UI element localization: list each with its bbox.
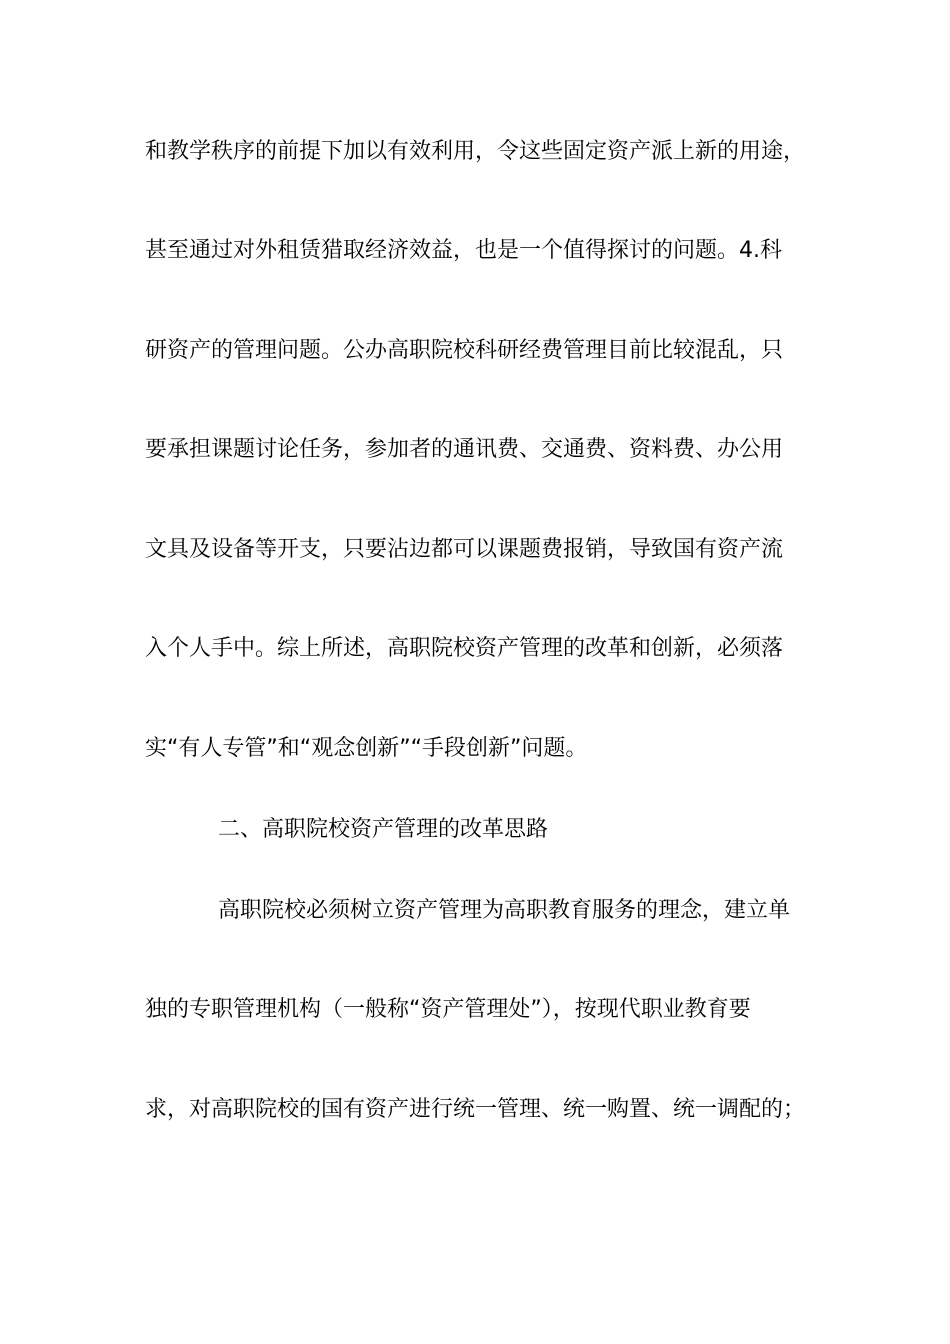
text-line: 要承担课题讨论任务，参加者的通讯费、交通费、资料费、办公用 xyxy=(145,437,784,462)
text-line: 独的专职管理机构（一般称“资产管理处”），按现代职业教育要 xyxy=(145,997,751,1022)
text-line: 求，对高职院校的国有资产进行统一管理、统一购置、统一调配的； xyxy=(145,1097,806,1122)
text-line: 高职院校必须树立资产管理为高职教育服务的理念，建立单 xyxy=(218,898,791,923)
text-line: 甚至通过对外租赁猎取经济效益，也是一个值得探讨的问题。4.科 xyxy=(145,238,782,263)
text-line: 入个人手中。综上所述，高职院校资产管理的改革和创新，必须落 xyxy=(145,636,784,661)
text-line: 研资产的管理问题。公办高职院校科研经费管理目前比较混乱，只 xyxy=(145,338,784,363)
text-line: 和教学秩序的前提下加以有效利用，令这些固定资产派上新的用途， xyxy=(145,139,806,164)
text-line: 文具及设备等开支，只要沾边都可以课题费报销，导致国有资产流 xyxy=(145,537,784,562)
section-heading: 二、高职院校资产管理的改革思路 xyxy=(218,817,549,842)
text-line: 实“有人专管”和“观念创新”“手段创新”问题。 xyxy=(145,736,588,761)
